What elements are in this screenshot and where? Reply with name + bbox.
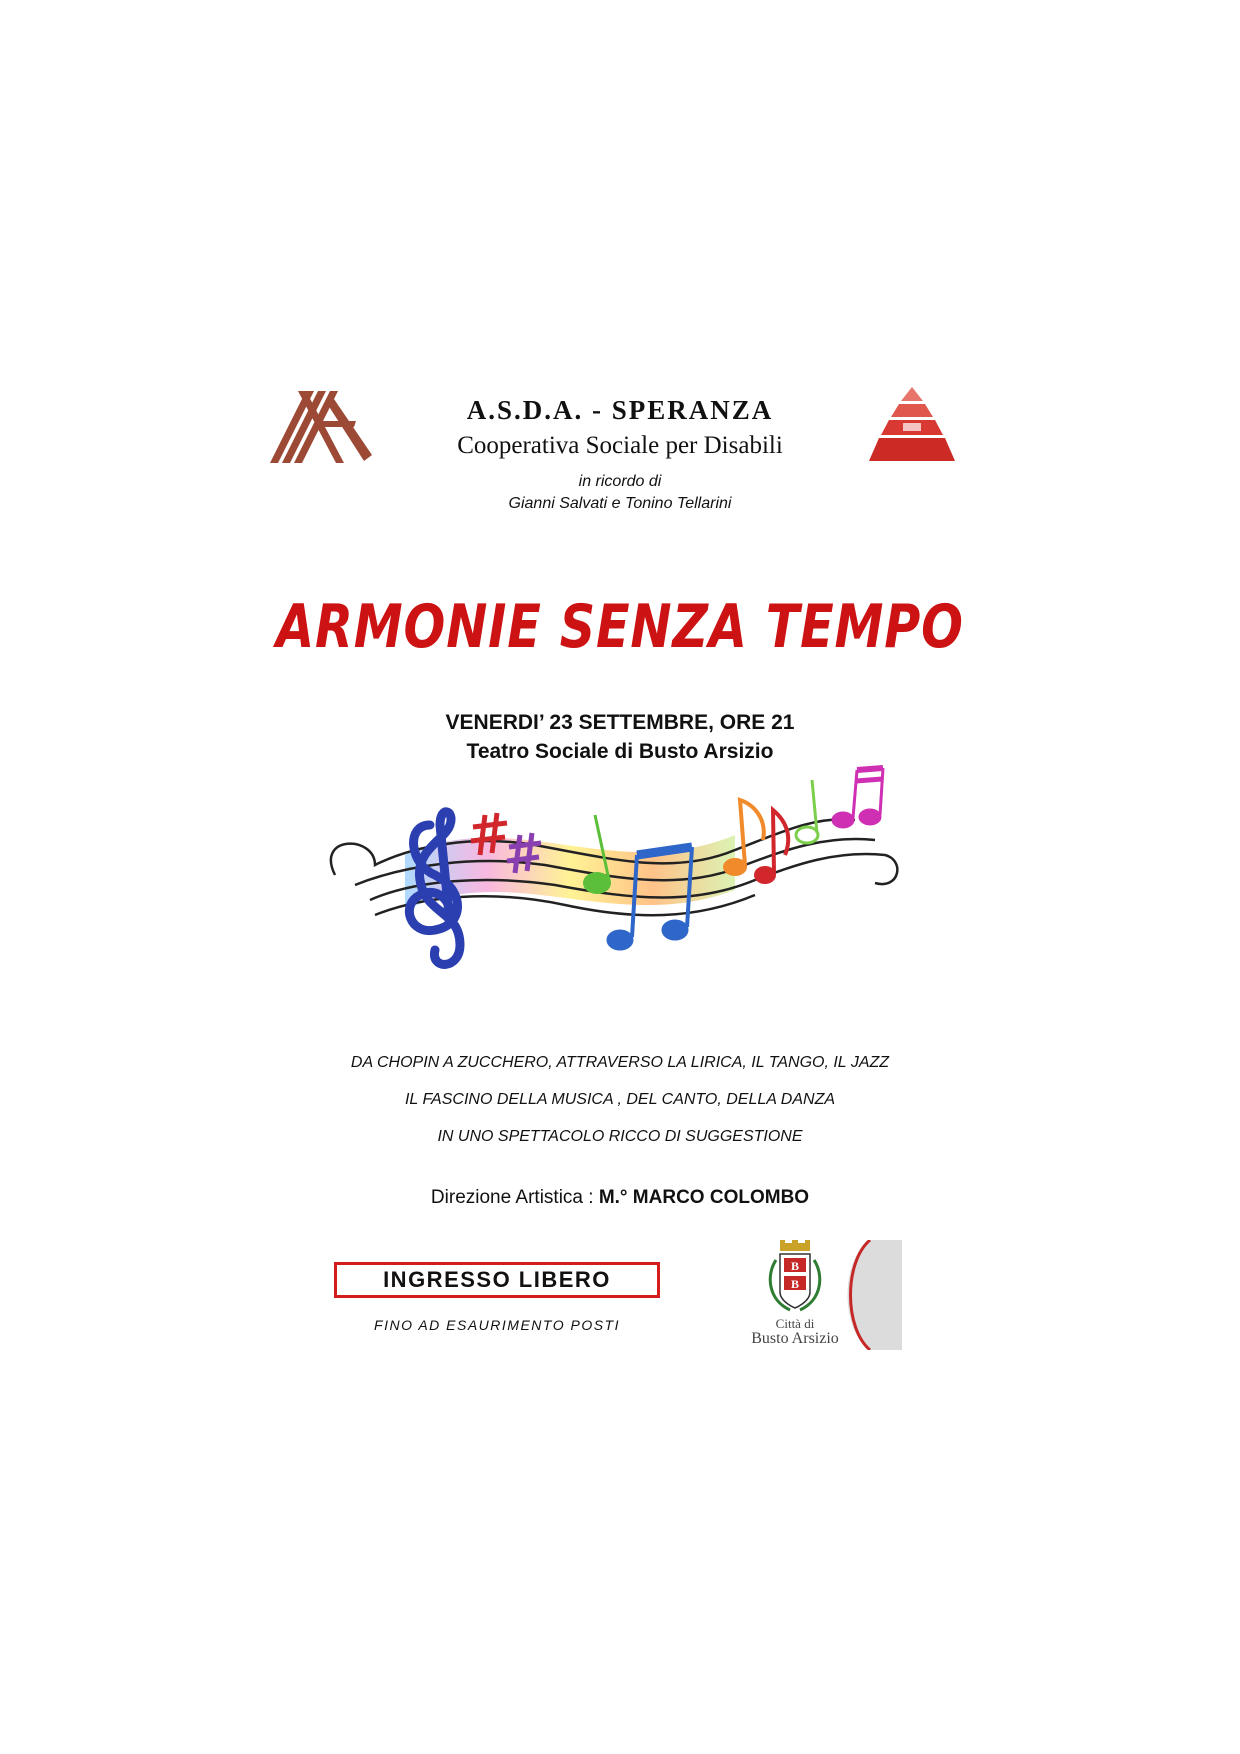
- event-date-time: VENERDI’ 23 SETTEMBRE, ORE 21: [445, 711, 795, 734]
- organization-subtitle: Cooperativa Sociale per Disabili: [457, 432, 783, 459]
- city-logo: [720, 1240, 902, 1350]
- organization-name: A.S.D.A. - SPERANZA: [466, 395, 774, 425]
- event-venue: Teatro Sociale di Busto Arsizio: [466, 740, 774, 763]
- artistic-direction: [0, 1187, 1240, 1209]
- music-notes-rainbow-staff-icon: [315, 765, 905, 990]
- description-line-3: IN UNO SPETTACOLO RICCO DI SUGGESTIONE: [437, 1128, 803, 1145]
- description-line-1: DA CHOPIN A ZUCCHERO, ATTRAVERSO LA LIRICA, IL TANGO, IL JAZZ: [350, 1054, 890, 1071]
- svg-text:B: B: [790, 1277, 800, 1291]
- artistic-direction-label: Direzione Artistica :: [430, 1187, 594, 1208]
- city-logo-line-1: Città di: [775, 1316, 815, 1331]
- memory-line-2: Gianni Salvati e Tonino Tellarini: [508, 495, 732, 512]
- red-pyramid-logo-icon: [867, 385, 957, 465]
- free-admission-box: INGRESSO LIBERO: [334, 1262, 660, 1298]
- city-logo-line-2: Busto Arsizio: [751, 1330, 839, 1347]
- svg-text:B: B: [790, 1259, 800, 1273]
- description-line-2: IL FASCINO DELLA MUSICA , DEL CANTO, DELLA DANZA: [404, 1091, 836, 1108]
- memory-line-1: in ricordo di: [578, 473, 662, 490]
- artistic-director-name: M.° MARCO COLOMBO: [598, 1187, 810, 1208]
- event-title: ARMONIE SENZA TEMPO: [276, 592, 964, 662]
- admission-note: FINO AD ESAURIMENTO POSTI: [374, 1317, 620, 1333]
